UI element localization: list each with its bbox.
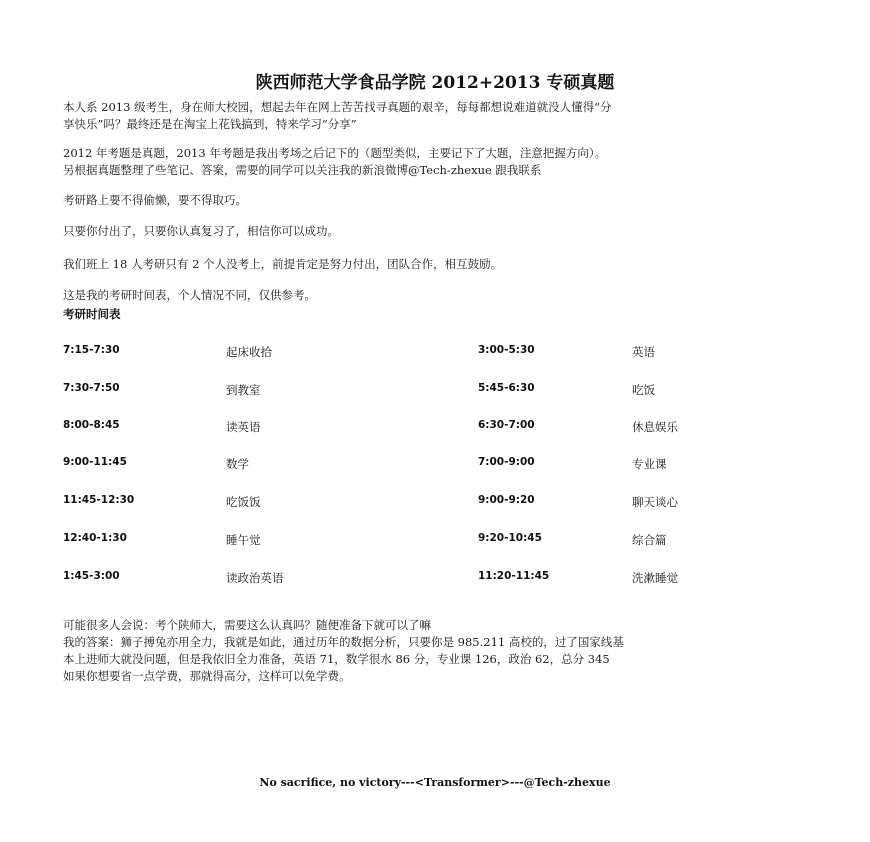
afternoon-time: 9:20-10:45 — [478, 532, 542, 544]
schedule-title: 考研时间表 — [63, 307, 121, 321]
advice-line-3: 我们班上 18 人考研只有 2 个人没考上，前提肯定是努力付出，团队合作，相互鼓励。 — [63, 257, 503, 271]
intro-line-1: 本人系 2013 级考生，身在师大校园，想起去年在网上苦苦找寻真题的艰辛，每每都想说难道就没人懂得“分 — [63, 100, 612, 114]
morning-time: 8:00-8:45 — [63, 419, 120, 431]
afternoon-activity: 专业课 — [632, 457, 667, 471]
page-title: 陕西师范大学食品学院 2012+2013 专硕真题 — [255, 73, 615, 93]
afternoon-activity: 综合篇 — [632, 533, 667, 547]
intro-paragraph — [63, 99, 813, 133]
morning-time: 7:15-7:30 — [63, 344, 120, 356]
afternoon-time: 9:00-9:20 — [478, 494, 535, 506]
schedule-row — [0, 494, 870, 512]
closing-line-3: 本上进师大就没问题，但是我依旧全力准备，英语 71，数学很水 86 分，专业课 126，政治 62，总分 345 — [63, 652, 610, 666]
afternoon-activity: 吃饭 — [632, 383, 655, 397]
closing-line-2: 我的答案：狮子搏兔亦用全力，我就是如此，通过历年的数据分析，只要你是 985.211 高校的，过了国家线基 — [63, 635, 624, 649]
schedule-row — [0, 532, 870, 550]
advice-line-4: 这是我的考研时间表，个人情况不同，仅供参考。 — [63, 288, 316, 302]
morning-time: 7:30-7:50 — [63, 382, 120, 394]
schedule-row — [0, 419, 870, 437]
schedule-row — [0, 570, 870, 588]
intro-line-2: 享快乐”吗？最终还是在淘宝上花钱搞到，特来学习“分享” — [63, 117, 357, 131]
afternoon-activity: 聊天谈心 — [632, 495, 678, 509]
morning-activity: 数学 — [226, 457, 249, 471]
closing-paragraph — [63, 617, 813, 685]
morning-time: 1:45-3:00 — [63, 570, 120, 582]
schedule-row — [0, 382, 870, 400]
advice-line-1: 考研路上要不得偷懒，要不得取巧。 — [63, 193, 247, 207]
afternoon-time: 7:00-9:00 — [478, 456, 535, 468]
morning-activity: 到教室 — [226, 383, 261, 397]
morning-activity: 睡午觉 — [226, 533, 261, 547]
exam-note-line-2: 另根据真题整理了些笔记、答案，需要的同学可以关注我的新浪微博@Tech-zhexue 跟我联系 — [63, 163, 542, 177]
closing-line-1: 可能很多人会说：考个陕师大，需要这么认真吗？随便准备下就可以了嘛 — [63, 618, 431, 632]
morning-time: 12:40-1:30 — [63, 532, 127, 544]
afternoon-time: 3:00-5:30 — [478, 344, 535, 356]
exam-note-paragraph — [63, 145, 813, 179]
afternoon-time: 11:20-11:45 — [478, 570, 550, 582]
afternoon-activity: 英语 — [632, 345, 655, 359]
morning-activity: 读政治英语 — [226, 571, 284, 585]
morning-time: 11:45-12:30 — [63, 494, 135, 506]
morning-activity: 吃饭饭 — [226, 495, 261, 509]
closing-line-4: 如果你想要省一点学费，那就得高分，这样可以免学费。 — [63, 669, 351, 683]
morning-activity: 读英语 — [226, 420, 261, 434]
afternoon-activity: 洗漱睡觉 — [632, 571, 678, 585]
afternoon-time: 6:30-7:00 — [478, 419, 535, 431]
afternoon-time: 5:45-6:30 — [478, 382, 535, 394]
exam-note-line-1: 2012 年考题是真题，2013 年考题是我出考场之后记下的（题型类似，主要记下了大题，注意把握方向）。 — [63, 146, 607, 160]
morning-time: 9:00-11:45 — [63, 456, 127, 468]
footer-motto: No sacrifice, no victory---<Transformer>---@Tech-zhexue — [259, 776, 611, 789]
schedule-row — [0, 456, 870, 474]
afternoon-activity: 休息娱乐 — [632, 420, 678, 434]
morning-activity: 起床收拾 — [226, 345, 272, 359]
advice-line-2: 只要你付出了，只要你认真复习了，相信你可以成功。 — [63, 224, 339, 238]
schedule-row — [0, 344, 870, 362]
